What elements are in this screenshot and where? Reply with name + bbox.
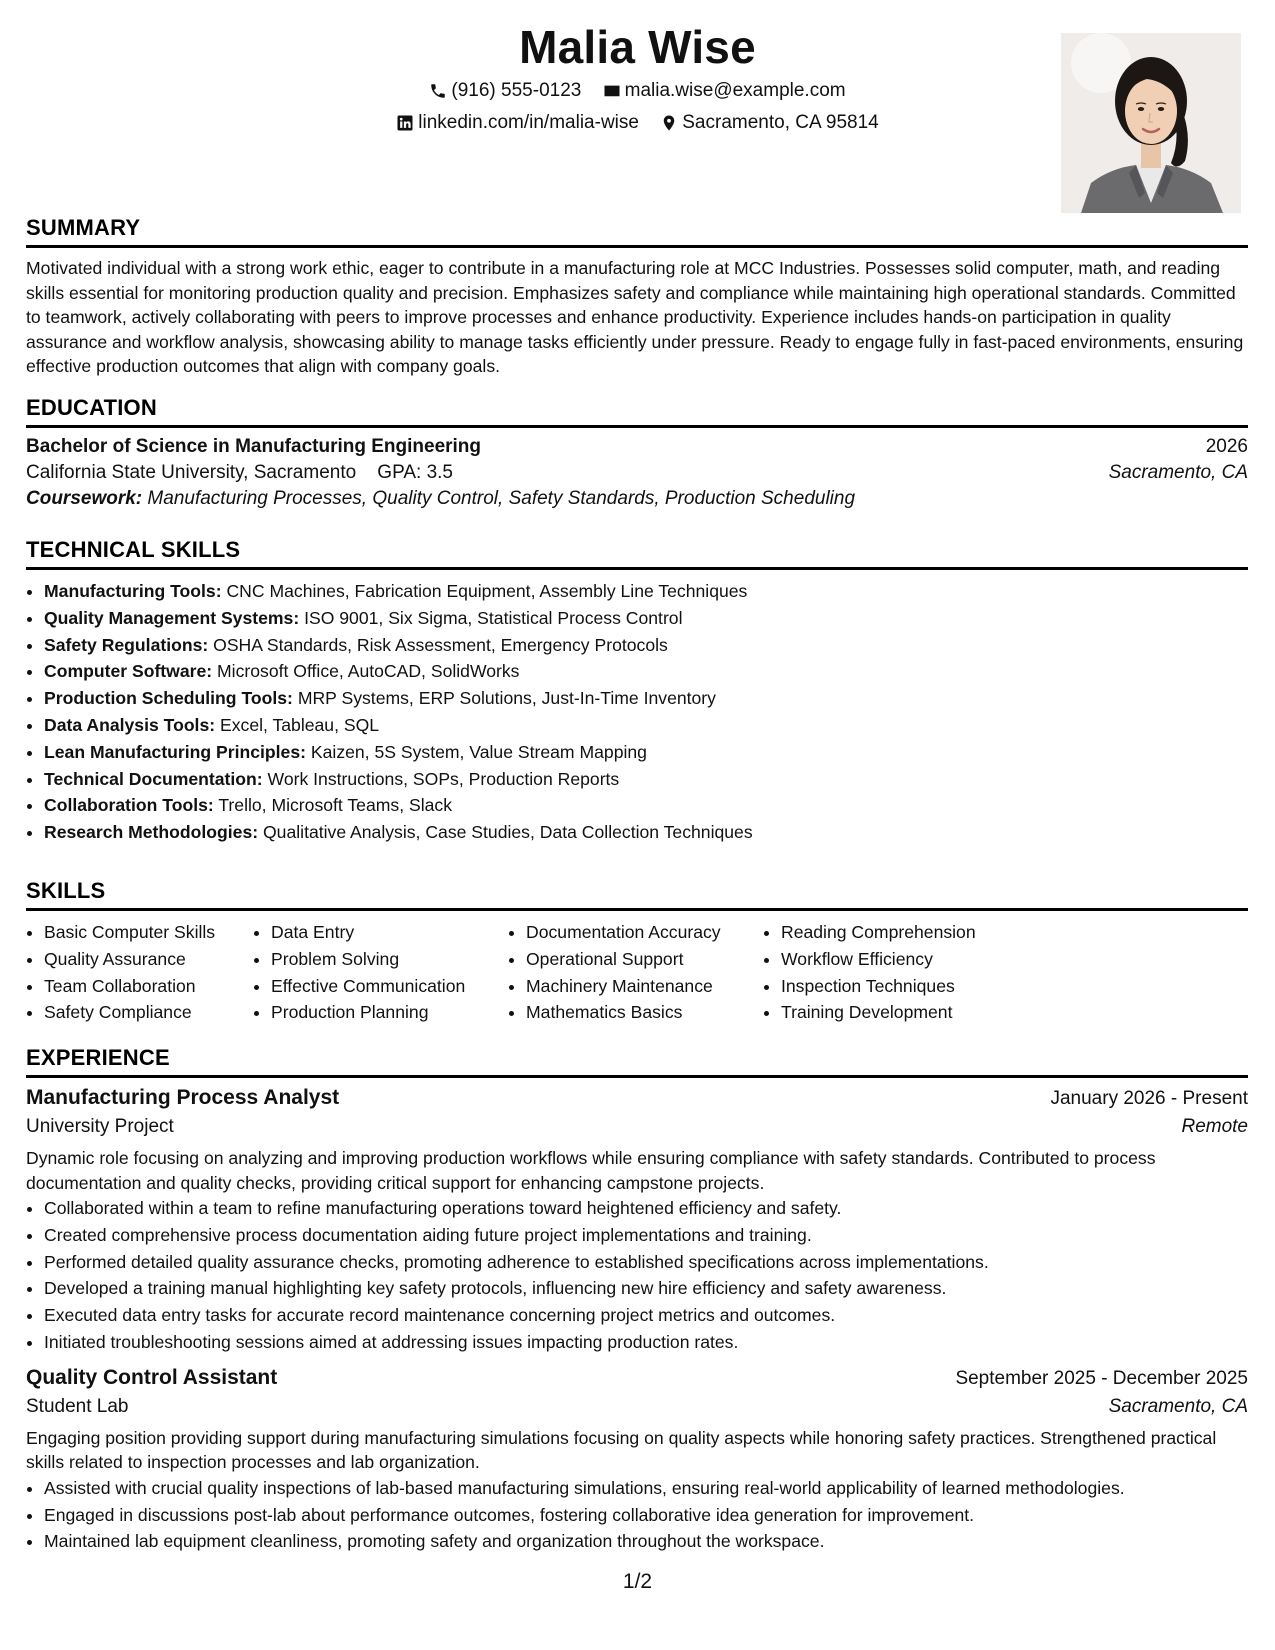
skill-item: • Inspection Techniques (781, 973, 1041, 1000)
experience-section (26, 1045, 1248, 1555)
job-location: Remote (1181, 1116, 1248, 1137)
linkedin-contact[interactable] (396, 112, 639, 134)
job-title-row (26, 1366, 1248, 1390)
degree-row (26, 436, 1248, 458)
linkedin-icon (396, 114, 414, 132)
job-dates: September 2025 - December 2025 (955, 1367, 1248, 1389)
portrait-illustration (1061, 33, 1241, 213)
skills-grid (26, 919, 1248, 1026)
skill-item: • Problem Solving (271, 946, 508, 973)
skill-item: • Safety Compliance (44, 999, 253, 1026)
skill-item: • Basic Computer Skills (44, 919, 253, 946)
graduation-year: 2026 (1205, 436, 1248, 457)
map-pin-icon (660, 114, 678, 132)
skill-item: • Machinery Maintenance (526, 973, 763, 1000)
school-name: California State University, Sacramento (26, 462, 357, 483)
job-bullets (26, 1195, 1248, 1356)
tech-skill-item: • Quality Management Systems: ISO 9001, Six Sigma, Statistical Process Control (44, 605, 1248, 632)
resume-header (0, 0, 1275, 215)
job-bullet: • Developed a training manual highlighting key safety protocols, influencing new hire efficiency and safety awareness. (44, 1275, 1248, 1302)
tech-skill-item: • Research Methodologies: Qualitative Analysis, Case Studies, Data Collection Techniques (44, 819, 1248, 846)
skill-item: • Effective Communication (271, 973, 508, 1000)
skill-item: • Mathematics Basics (526, 999, 763, 1026)
tech-skill-item: • Lean Manufacturing Principles: Kaizen, 5S System, Value Stream Mapping (44, 739, 1248, 766)
skills-heading: SKILLS (26, 878, 1248, 911)
tech-skill-item: • Manufacturing Tools: CNC Machines, Fabrication Equipment, Assembly Line Techniques (44, 578, 1248, 605)
school-location: Sacramento, CA (1108, 462, 1248, 483)
coursework-line (26, 488, 1248, 510)
job-title-row (26, 1086, 1248, 1110)
profile-photo (1061, 33, 1241, 213)
location-contact (660, 112, 878, 134)
tech-skill-item: • Data Analysis Tools: Excel, Tableau, SQL (44, 712, 1248, 739)
degree-title: Bachelor of Science in Manufacturing Engineering (26, 436, 482, 457)
envelope-icon (603, 82, 621, 100)
coursework-list: Manufacturing Processes, Quality Control, Safety Standards, Production Scheduling (147, 488, 856, 509)
tech-skill-item: • Safety Regulations: OSHA Standards, Risk Assessment, Emergency Protocols (44, 632, 1248, 659)
coursework-label: Coursework: (26, 488, 143, 509)
technical-skills-list (26, 578, 1248, 846)
job-title: Manufacturing Process Analyst (26, 1086, 340, 1109)
skill-item: • Operational Support (526, 946, 763, 973)
job-bullet: • Assisted with crucial quality inspections of lab-based manufacturing simulations, ensuring real-world applicability of learned methodologies. (44, 1475, 1248, 1502)
job-dates: January 2026 - Present (1050, 1088, 1248, 1109)
email-text[interactable]: malia.wise@example.com (624, 80, 846, 101)
experience-heading: EXPERIENCE (26, 1045, 1248, 1078)
job-bullet: • Performed detailed quality assurance checks, promoting adherence to established specifications across implementations. (44, 1249, 1248, 1276)
skill-item: • Documentation Accuracy (526, 919, 763, 946)
phone-text: (916) 555-0123 (451, 80, 582, 101)
job-bullets (26, 1475, 1248, 1555)
job-entry (26, 1086, 1248, 1356)
summary-heading: SUMMARY (26, 215, 1248, 248)
job-title: Quality Control Assistant (26, 1365, 278, 1389)
job-bullet: • Maintained lab equipment cleanliness, promoting safety and organization throughout the workspace. (44, 1528, 1248, 1555)
technical-skills-section (26, 537, 1248, 846)
technical-skills-heading: TECHNICAL SKILLS (26, 537, 1248, 570)
job-bullet: • Initiated troubleshooting sessions aimed at addressing issues impacting production rates. (44, 1329, 1248, 1356)
job-entry (26, 1366, 1248, 1555)
candidate-name: Malia Wise (519, 21, 756, 73)
tech-skill-item: • Technical Documentation: Work Instructions, SOPs, Production Reports (44, 766, 1248, 793)
job-bullet: • Collaborated within a team to refine manufacturing operations toward heightened efficiency and safety. (44, 1195, 1248, 1222)
job-bullet: • Executed data entry tasks for accurate record maintenance concerning project metrics and outcomes. (44, 1302, 1248, 1329)
skill-item: • Quality Assurance (44, 946, 253, 973)
school-row (26, 462, 1248, 484)
job-summary: Engaging position providing support during manufacturing simulations focusing on quality aspects while honoring safety practices. Strengthened practical skills related to inspection processes and lab organization. (26, 1427, 1217, 1473)
skill-item: • Reading Comprehension (781, 919, 1041, 946)
tech-skill-item: • Production Scheduling Tools: MRP Systems, ERP Solutions, Just-In-Time Inventory (44, 685, 1248, 712)
job-bullet: • Created comprehensive process documentation aiding future project implementations and training. (44, 1222, 1248, 1249)
location-text: Sacramento, CA 95814 (682, 112, 879, 133)
skills-section (26, 878, 1248, 1026)
tech-skill-item: • Collaboration Tools: Trello, Microsoft Teams, Slack (44, 792, 1248, 819)
skills-column (508, 919, 763, 1026)
summary-text: Motivated individual with a strong work ethic, eager to contribute in a manufacturing role at MCC Industries. Possesses solid computer, math, and reading skills essential for monitoring production quality and precision. Emphasizes safety and compliance while maintaining high operational standards. Committed to teamwork, actively collaborating with peers to improve processes and enhance productivity. Experience includes hands-on participation in quality assurance and workflow analysis, showcasing ability to manage tasks efficiently under pressure. Ready to engage fully in fast-paced environments, ensuring effective production outcomes that align with company goals. (26, 258, 1244, 376)
skills-column (253, 919, 508, 1026)
gpa: GPA: 3.5 (377, 462, 453, 483)
job-org-row (26, 1116, 1248, 1138)
skills-column (26, 919, 253, 1026)
skill-item: • Data Entry (271, 919, 508, 946)
education-section (26, 395, 1248, 510)
summary-section (26, 215, 1248, 379)
job-org: Student Lab (26, 1395, 129, 1417)
job-summary: Dynamic role focusing on analyzing and improving production workflows while ensuring compliance with safety standards. Contributed to process documentation and quality checks, providing critical support for enhancing campstone projects. (26, 1148, 1156, 1193)
phone-icon (429, 82, 447, 100)
job-bullet: • Engaged in discussions post-lab about performance outcomes, fostering collaborative idea generation for improvement. (44, 1502, 1248, 1529)
job-org-row (26, 1396, 1248, 1418)
page-number: 1/2 (622, 1570, 653, 1593)
phone-contact (429, 80, 581, 102)
linkedin-text[interactable]: linkedin.com/in/malia-wise (418, 112, 639, 133)
skills-column (763, 919, 1041, 1026)
email-contact[interactable] (603, 80, 846, 102)
school-info (26, 462, 453, 484)
job-location: Sacramento, CA (1108, 1395, 1248, 1417)
skill-item: • Team Collaboration (44, 973, 253, 1000)
skill-item: • Production Planning (271, 999, 508, 1026)
education-heading: EDUCATION (26, 395, 1248, 428)
skill-item: • Workflow Efficiency (781, 946, 1041, 973)
skill-item: • Training Development (781, 999, 1041, 1026)
job-org: University Project (26, 1116, 174, 1137)
tech-skill-item: • Computer Software: Microsoft Office, AutoCAD, SolidWorks (44, 658, 1248, 685)
